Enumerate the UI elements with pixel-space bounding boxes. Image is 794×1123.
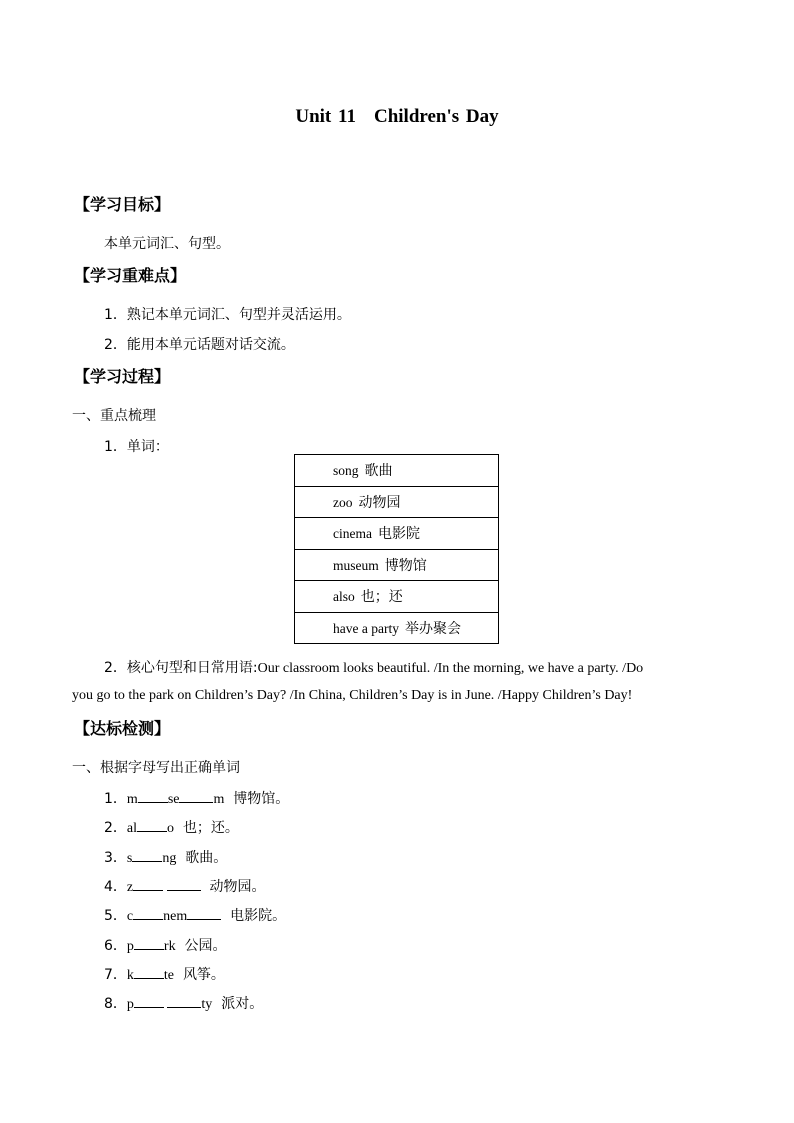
vocab-chinese: 举办聚会 bbox=[404, 620, 461, 637]
exercise-number: 8． bbox=[104, 996, 127, 1013]
exercise-item bbox=[104, 817, 239, 837]
key-point-item: 2．能用本单元话题对话交流。 bbox=[104, 337, 295, 353]
exercise-number: 3． bbox=[104, 849, 127, 866]
vocab-chinese: 博物馆 bbox=[384, 557, 427, 574]
key-point-item: 1．熟记本单元词汇、句型并灵活运用。 bbox=[104, 307, 351, 323]
answer-blank[interactable] bbox=[133, 878, 163, 891]
exercise-item bbox=[104, 847, 227, 867]
exercise-item bbox=[104, 993, 263, 1013]
word-fragment: p bbox=[126, 997, 134, 1013]
exercise-item bbox=[104, 788, 289, 808]
exercise-item bbox=[104, 876, 266, 896]
exercise-number: 6． bbox=[104, 937, 127, 954]
exercise-number: 5． bbox=[104, 908, 127, 925]
sentences-text: Our classroom looks beautiful. /In the morning, we have a party. /Do bbox=[257, 661, 644, 676]
word-fragment: al bbox=[126, 821, 138, 837]
exercise-meaning: 风筝。 bbox=[182, 966, 225, 983]
vocab-english: also bbox=[333, 589, 355, 605]
exercise-word bbox=[127, 968, 174, 983]
word-fragment: s bbox=[126, 850, 133, 866]
vocab-cell bbox=[295, 518, 499, 550]
exercise-word bbox=[127, 997, 212, 1012]
exercise-number: 7． bbox=[104, 966, 127, 983]
exercise-meaning: 也；还。 bbox=[182, 820, 239, 837]
exercise-number: 4． bbox=[104, 878, 127, 895]
exercise-word bbox=[127, 851, 176, 866]
vocab-row bbox=[295, 581, 499, 613]
vocab-cell bbox=[295, 549, 499, 581]
exercise-meaning: 公园。 bbox=[184, 937, 227, 954]
vocab-english: zoo bbox=[333, 494, 353, 510]
section-goals-heading: 【学习目标】 bbox=[74, 195, 171, 214]
vocabulary-table bbox=[294, 454, 499, 644]
vocab-row bbox=[295, 518, 499, 550]
exercise-meaning: 电影院。 bbox=[230, 908, 287, 925]
answer-blank[interactable] bbox=[134, 966, 164, 979]
sentences-line-2: you go to the park on Children’s Day? /In China, Children’s Day is in June. /Happy Children’s Day! bbox=[72, 688, 633, 703]
word-fragment: o bbox=[167, 821, 175, 837]
section-key-points-heading: 【学习重难点】 bbox=[74, 266, 187, 285]
exercise-number: 1． bbox=[104, 791, 127, 807]
vocab-english: have a party bbox=[333, 620, 399, 636]
word-fragment: m bbox=[213, 792, 225, 807]
sentences-line-1 bbox=[104, 657, 643, 677]
word-fragment: k bbox=[126, 967, 134, 983]
word-fragment: c bbox=[126, 909, 134, 925]
vocab-row bbox=[295, 486, 499, 518]
vocab-chinese: 也；还 bbox=[360, 589, 403, 606]
sentences-label: 2．核心句型和日常用语: bbox=[104, 660, 258, 676]
word-fragment: p bbox=[126, 938, 134, 954]
exercise-word bbox=[127, 821, 174, 836]
words-label: 1．单词： bbox=[104, 439, 169, 455]
word-fragment: se bbox=[167, 792, 180, 807]
exercise-meaning: 动物园。 bbox=[209, 878, 266, 895]
vocab-cell bbox=[295, 581, 499, 613]
exercise-meaning: 博物馆。 bbox=[233, 791, 290, 807]
section-test-heading: 【达标检测】 bbox=[74, 719, 171, 738]
process-part1-heading: 一、重点梳理 bbox=[72, 408, 156, 424]
word-fragment: rk bbox=[163, 938, 176, 954]
exercise-item bbox=[104, 935, 227, 955]
goals-text: 本单元词汇、句型。 bbox=[104, 236, 230, 252]
answer-blank[interactable] bbox=[187, 907, 221, 920]
vocab-row bbox=[295, 455, 499, 487]
exercise-word bbox=[127, 909, 221, 924]
exercise-meaning: 歌曲。 bbox=[185, 849, 228, 866]
answer-blank[interactable] bbox=[167, 878, 201, 891]
exercise-item bbox=[104, 964, 225, 984]
answer-blank[interactable] bbox=[167, 995, 201, 1008]
section-process-heading: 【学习过程】 bbox=[74, 367, 171, 386]
vocab-english: cinema bbox=[333, 526, 372, 542]
answer-blank[interactable] bbox=[137, 819, 167, 832]
exercise-number: 2． bbox=[104, 820, 127, 837]
answer-blank[interactable] bbox=[133, 907, 163, 920]
vocab-cell bbox=[295, 486, 499, 518]
unit-number: Unit 11 bbox=[295, 106, 356, 127]
word-fragment: te bbox=[163, 967, 175, 983]
word-fragment: m bbox=[126, 792, 138, 807]
vocab-english: song bbox=[333, 463, 359, 479]
exercise-item bbox=[104, 905, 286, 925]
word-fragment: ty bbox=[201, 997, 213, 1013]
word-fragment: z bbox=[126, 879, 134, 895]
answer-blank[interactable] bbox=[134, 937, 164, 950]
vocab-chinese: 电影院 bbox=[377, 526, 420, 543]
answer-blank[interactable] bbox=[132, 849, 162, 862]
word-fragment: ng bbox=[162, 850, 177, 866]
vocab-chinese: 动物园 bbox=[358, 494, 401, 511]
vocab-row bbox=[295, 549, 499, 581]
answer-blank[interactable] bbox=[179, 790, 213, 803]
exercise-word bbox=[127, 939, 176, 954]
exercise-word bbox=[127, 880, 201, 895]
vocab-cell bbox=[295, 455, 499, 487]
vocab-english: museum bbox=[333, 557, 379, 573]
page-title bbox=[0, 106, 794, 128]
vocab-cell bbox=[295, 612, 499, 644]
vocab-chinese: 歌曲 bbox=[364, 463, 393, 480]
test-part1-heading: 一、根据字母写出正确单词 bbox=[72, 760, 240, 776]
exercise-meaning: 派对。 bbox=[221, 996, 264, 1013]
answer-blank[interactable] bbox=[138, 790, 168, 803]
unit-name: Children's Day bbox=[373, 106, 499, 127]
word-fragment: nem bbox=[163, 909, 188, 925]
answer-blank[interactable] bbox=[134, 995, 164, 1008]
exercise-word bbox=[127, 792, 224, 807]
vocab-row bbox=[295, 612, 499, 644]
